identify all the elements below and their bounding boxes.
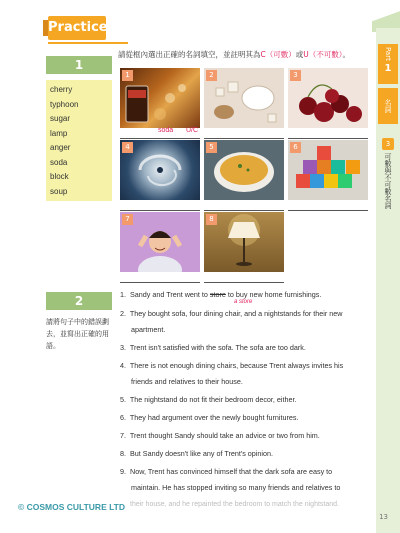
instruction-text: 請從框內選出正確的名詞填空，並註明其為	[118, 50, 261, 59]
photo-3-cherry	[288, 68, 368, 128]
photo-8-lamp	[204, 212, 284, 272]
sentence-text: friends and relatives to their house.	[131, 377, 243, 386]
title-underline	[48, 42, 128, 44]
word-item: soda	[50, 157, 68, 167]
correction-1: a store	[234, 299, 253, 305]
instruction-countable: C（可數）	[260, 50, 296, 59]
answer-line-1	[120, 138, 200, 139]
sentence-text: The nightstand do not fit their bedroom decor, either.	[129, 395, 297, 404]
photo-number: 7	[122, 214, 133, 225]
instruction-uncountable: U（不可數）	[303, 50, 343, 59]
sentence-text: to buy new home furnishings.	[225, 290, 322, 299]
section-badge: 3	[382, 138, 394, 150]
section-tab[interactable]	[380, 130, 396, 216]
sentence-text: But Sandy doesn't like any of Trent's opinion.	[130, 449, 273, 458]
sentence-9-last-line: their house, and he repainted the bedroom to match the nightstand.	[130, 501, 339, 508]
word-item: anger	[50, 143, 71, 152]
word-item: block	[50, 172, 69, 181]
photo-number: 5	[206, 142, 217, 153]
sentence-text: Now, Trent has convinced himself that the dark sofa are easy to	[130, 467, 333, 476]
sentence-3	[120, 343, 306, 352]
sentence-number: 1.	[120, 290, 126, 299]
sentence-number: 9.	[120, 467, 126, 476]
word-bank	[46, 80, 112, 201]
sentence-number: 6.	[120, 413, 126, 422]
answer-line-5	[204, 210, 284, 211]
word-item: cherry	[50, 85, 73, 94]
example-mark: U/C	[186, 127, 199, 134]
page-title: Practice	[48, 16, 106, 40]
sentence-number: 4.	[120, 361, 126, 370]
photo-number: 8	[206, 214, 217, 225]
part-number: 1	[384, 62, 392, 74]
publisher-watermark: © COSMOS CULTURE LTD	[18, 502, 125, 512]
sentence-6	[120, 413, 298, 422]
sentence-text: Trent thought Sandy should take an advice or two from him.	[129, 431, 320, 440]
sentence-text: There is not enough dining chairs, because Trent always invites his	[129, 361, 344, 370]
photo-number: 1	[122, 70, 133, 81]
side-tab-strip	[372, 0, 400, 533]
sentence-4	[120, 361, 343, 370]
photo-number: 2	[206, 70, 217, 81]
sentence-9-cont	[131, 483, 340, 492]
section-1-instruction	[118, 49, 350, 60]
photo-number: 6	[290, 142, 301, 153]
word-item: sugar	[50, 114, 71, 123]
sentence-number: 2.	[120, 309, 126, 318]
photo-4-typhoon	[120, 140, 200, 200]
photo-2-sugar	[204, 68, 284, 128]
section-1-number: 1	[46, 56, 112, 74]
photo-number: 3	[290, 70, 301, 81]
sentence-number: 7.	[120, 431, 126, 440]
photo-1-soda	[120, 68, 200, 128]
section-2-number: 2	[46, 292, 112, 310]
answer-line-6	[288, 210, 368, 211]
answer-line-4	[120, 210, 200, 211]
sentence-number: 5.	[120, 395, 126, 404]
sentence-text: apartment.	[131, 325, 166, 334]
sentence-5	[120, 395, 297, 404]
instruction-end: 。	[342, 50, 350, 59]
sentence-2-cont	[131, 325, 165, 334]
sentence-number: 8.	[120, 449, 126, 458]
section-tab-label: 可數與不可數名詞	[384, 152, 392, 209]
sentence-9	[120, 467, 332, 476]
answer-line-3	[288, 138, 368, 139]
answer-line-2	[204, 138, 284, 139]
sentence-2	[120, 309, 342, 318]
struck-word: store	[209, 290, 226, 299]
example-answer: soda	[158, 127, 174, 134]
part-tab[interactable]	[378, 44, 398, 84]
sentence-text: They had argument over the newly bought furnitures.	[129, 413, 299, 422]
part-label: Part	[384, 47, 392, 61]
sentence-4-cont	[131, 377, 243, 386]
sentence-text: Trent isn't satisfied with the sofa. The sofa are too dark.	[129, 343, 306, 352]
sentence-text: They bought sofa, four dining chair, and a nightstands for their new	[129, 309, 343, 318]
sentence-text: Sandy and Trent went to	[130, 290, 210, 299]
page-number: 13	[379, 513, 388, 521]
answer-line-7	[120, 282, 200, 283]
answer-line-8	[204, 282, 284, 283]
sentence-7	[120, 431, 320, 440]
word-item: lamp	[50, 128, 68, 138]
sentence-number: 3.	[120, 343, 126, 352]
sentence-1	[120, 290, 321, 299]
instruction-or: 或	[295, 50, 304, 59]
sentence-text: maintain. He has stopped inviting so many friends and relatives to	[131, 483, 341, 492]
photo-6-block	[288, 140, 368, 200]
photo-number: 4	[122, 142, 133, 153]
word-item: typhoon	[50, 99, 79, 109]
photo-5-soup	[204, 140, 284, 200]
sentence-8	[120, 449, 273, 458]
photo-7-anger	[120, 212, 200, 272]
word-item: soup	[50, 186, 68, 196]
noun-tab[interactable]: 名詞	[378, 88, 398, 124]
section-2-instruction: 請將句子中的錯誤劃去，並寫出正確的用語。	[46, 318, 109, 350]
